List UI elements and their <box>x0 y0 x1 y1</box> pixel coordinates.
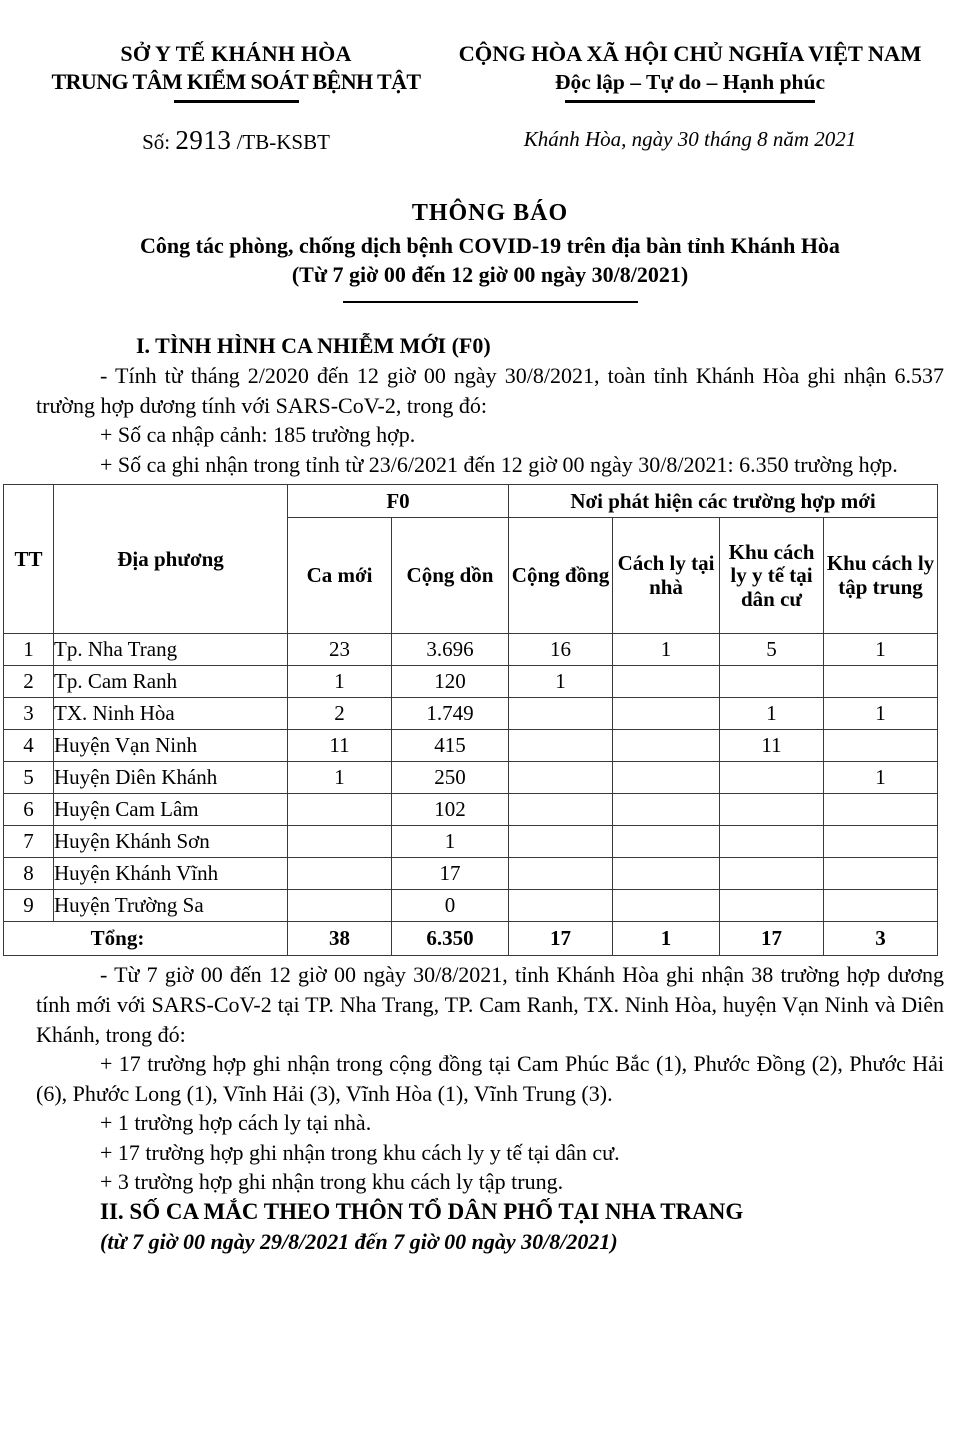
header-cumulative: Cộng dồn <box>392 518 509 634</box>
cell-concentrated-quarantine <box>824 826 938 858</box>
header-community: Cộng đồng <box>509 518 613 634</box>
cell-residential-quarantine <box>720 794 824 826</box>
table-header <box>4 485 938 634</box>
cell-index: 2 <box>4 666 54 698</box>
cell-new-cases <box>288 858 392 890</box>
cell-residential-quarantine <box>720 826 824 858</box>
national-heading-block <box>436 40 944 152</box>
table-row <box>4 890 938 922</box>
cell-community <box>509 698 613 730</box>
cell-home-quarantine <box>613 762 720 794</box>
section-one-paragraph-3: + Số ca ghi nhận trong tỉnh từ 23/6/2021 đến 12 giờ 00 ngày 30/8/2021: 6.350 trường hợp. <box>100 451 898 477</box>
cell-new-cases <box>288 890 392 922</box>
cell-home-quarantine: 1 <box>613 634 720 666</box>
header-place: Địa phương <box>54 485 288 634</box>
total-concentrated: 3 <box>824 922 938 956</box>
total-community: 17 <box>509 922 613 956</box>
header-residential-quarantine: Khu cách ly y tế tại dân cư <box>720 518 824 634</box>
cell-community <box>509 762 613 794</box>
cell-community <box>509 858 613 890</box>
cell-home-quarantine <box>613 858 720 890</box>
table-row <box>4 730 938 762</box>
cell-new-cases: 1 <box>288 666 392 698</box>
section-one-after-paragraph-1: - Từ 7 giờ 00 đến 12 giờ 00 ngày 30/8/2021, tỉnh Khánh Hòa ghi nhận 38 trường hợp dương tính mới với SARS-CoV-2 tại TP. Nha Trang, TP. Cam Ranh, TX. Ninh Hòa, huyện Vạn Ninh và Diên Khánh, trong đó: <box>36 962 944 1047</box>
document-period: (Từ 7 giờ 00 đến 12 giờ 00 ngày 30/8/2021) <box>291 262 689 288</box>
cell-concentrated-quarantine: 1 <box>824 698 938 730</box>
cell-home-quarantine <box>613 730 720 762</box>
header-concentrated-quarantine: Khu cách ly tập trung <box>824 518 938 634</box>
cell-index: 1 <box>4 634 54 666</box>
cell-locality: Huyện Trường Sa <box>54 890 288 922</box>
cell-cumulative: 415 <box>392 730 509 762</box>
cell-new-cases: 2 <box>288 698 392 730</box>
cell-cumulative: 1.749 <box>392 698 509 730</box>
section-one-after-paragraph-2: + 17 trường hợp ghi nhận trong cộng đồng tại Cam Phúc Bắc (1), Phước Đồng (2), Phước Hải (6), Phước Long (1), Vĩnh Hải (3), Vĩnh Hòa (1), Vĩnh Trung (3). <box>36 1051 944 1106</box>
document-number-suffix: /TB-KSBT <box>236 129 330 154</box>
cell-residential-quarantine: 11 <box>720 730 824 762</box>
cell-home-quarantine <box>613 826 720 858</box>
cell-index: 8 <box>4 858 54 890</box>
section-two <box>36 1197 944 1256</box>
table-total-row <box>4 922 938 956</box>
country-name: CỘNG HÒA XÃ HỘI CHỦ NGHĨA VIỆT NAM <box>458 41 922 66</box>
cell-cumulative: 1 <box>392 826 509 858</box>
document-type-title: THÔNG BÁO <box>411 199 569 226</box>
cell-index: 9 <box>4 890 54 922</box>
section-two-heading: II. SỐ CA MẮC THEO THÔN TỔ DÂN PHỐ TẠI NHA TRANG <box>100 1199 744 1225</box>
cell-locality: Huyện Cam Lâm <box>54 794 288 826</box>
place-and-date: Khánh Hòa, ngày 30 tháng 8 năm 2021 <box>523 126 857 151</box>
department-name: SỞ Y TẾ KHÁNH HÒA <box>120 41 352 66</box>
cell-residential-quarantine <box>720 762 824 794</box>
cell-residential-quarantine <box>720 666 824 698</box>
cell-concentrated-quarantine: 1 <box>824 762 938 794</box>
cell-new-cases: 23 <box>288 634 392 666</box>
cell-concentrated-quarantine <box>824 666 938 698</box>
cell-locality: Tp. Cam Ranh <box>54 666 288 698</box>
header-group-detection-place: Nơi phát hiện các trường hợp mới <box>509 485 938 518</box>
total-label: Tổng: <box>4 922 288 956</box>
cell-community <box>509 890 613 922</box>
cell-new-cases: 11 <box>288 730 392 762</box>
cell-cumulative: 120 <box>392 666 509 698</box>
cell-cumulative: 3.696 <box>392 634 509 666</box>
table-row <box>4 858 938 890</box>
cell-residential-quarantine: 5 <box>720 634 824 666</box>
document-number-line <box>36 125 436 156</box>
cell-cumulative: 102 <box>392 794 509 826</box>
cell-cumulative: 250 <box>392 762 509 794</box>
document-subject: Công tác phòng, chống dịch bệnh COVID-19 trên địa bàn tỉnh Khánh Hòa <box>140 232 840 258</box>
total-home: 1 <box>613 922 720 956</box>
letterhead <box>36 0 944 156</box>
section-one-after-paragraph-3: + 1 trường hợp cách ly tại nhà. <box>100 1110 372 1136</box>
cell-community: 1 <box>509 666 613 698</box>
cell-locality: Huyện Vạn Ninh <box>54 730 288 762</box>
letterhead-right-rule <box>565 100 815 103</box>
header-group-f0: F0 <box>288 485 509 518</box>
table-row <box>4 762 938 794</box>
national-motto: Độc lập – Tự do – Hạnh phúc <box>555 70 825 95</box>
cell-index: 4 <box>4 730 54 762</box>
section-one-heading: I. TÌNH HÌNH CA NHIỄM MỚI (F0) <box>136 333 491 359</box>
cell-locality: Tp. Nha Trang <box>54 634 288 666</box>
section-one-continued <box>36 960 944 1197</box>
table-row <box>4 698 938 730</box>
cell-community: 16 <box>509 634 613 666</box>
total-cum: 6.350 <box>392 922 509 956</box>
header-new-cases: Ca mới <box>288 518 392 634</box>
cell-cumulative: 17 <box>392 858 509 890</box>
cell-community <box>509 794 613 826</box>
section-one-after-paragraph-5: + 3 trường hợp ghi nhận trong khu cách ly tập trung. <box>100 1169 564 1195</box>
header-tt: TT <box>4 485 54 634</box>
cell-cumulative: 0 <box>392 890 509 922</box>
title-block <box>36 198 944 304</box>
issuing-authority-block <box>36 40 436 156</box>
cell-community <box>509 730 613 762</box>
cell-home-quarantine <box>613 890 720 922</box>
letterhead-left-rule <box>174 100 299 103</box>
section-one-after-paragraph-4: + 17 trường hợp ghi nhận trong khu cách ly y tế tại dân cư. <box>100 1139 620 1165</box>
title-divider-rule <box>343 301 638 304</box>
cell-residential-quarantine <box>720 890 824 922</box>
table-row <box>4 794 938 826</box>
covid-cases-table <box>3 484 938 956</box>
cell-locality: Huyện Khánh Vĩnh <box>54 858 288 890</box>
cell-concentrated-quarantine: 1 <box>824 634 938 666</box>
cell-home-quarantine <box>613 698 720 730</box>
cell-residential-quarantine: 1 <box>720 698 824 730</box>
cell-new-cases <box>288 794 392 826</box>
table-row <box>4 826 938 858</box>
section-one-paragraph-1: - Tính từ tháng 2/2020 đến 12 giờ 00 ngày 30/8/2021, toàn tỉnh Khánh Hòa ghi nhận 6.537 trường hợp dương tính với SARS-CoV-2, trong đó: <box>36 363 944 418</box>
document-number-prefix: Số: <box>142 129 171 154</box>
header-home-quarantine: Cách ly tại nhà <box>613 518 720 634</box>
table-row <box>4 666 938 698</box>
document-number-value: 2913 <box>175 124 232 155</box>
section-one <box>36 331 944 479</box>
cell-new-cases <box>288 826 392 858</box>
section-two-subheading: (từ 7 giờ 00 ngày 29/8/2021 đến 7 giờ 00 ngày 30/8/2021) <box>100 1229 618 1255</box>
cell-locality: Huyện Diên Khánh <box>54 762 288 794</box>
table-row <box>4 634 938 666</box>
cell-community <box>509 826 613 858</box>
cell-locality: TX. Ninh Hòa <box>54 698 288 730</box>
cell-concentrated-quarantine <box>824 858 938 890</box>
table-body <box>4 634 938 956</box>
cell-home-quarantine <box>613 794 720 826</box>
cell-index: 3 <box>4 698 54 730</box>
cell-home-quarantine <box>613 666 720 698</box>
cell-new-cases: 1 <box>288 762 392 794</box>
cell-concentrated-quarantine <box>824 794 938 826</box>
cell-locality: Huyện Khánh Sơn <box>54 826 288 858</box>
total-new: 38 <box>288 922 392 956</box>
cell-index: 6 <box>4 794 54 826</box>
cell-concentrated-quarantine <box>824 730 938 762</box>
center-name: TRUNG TÂM KIỂM SOÁT BỆNH TẬT <box>51 68 421 94</box>
section-one-paragraph-2: + Số ca nhập cảnh: 185 trường hợp. <box>100 422 416 448</box>
cell-index: 5 <box>4 762 54 794</box>
cell-index: 7 <box>4 826 54 858</box>
cell-concentrated-quarantine <box>824 890 938 922</box>
cell-residential-quarantine <box>720 858 824 890</box>
total-residential: 17 <box>720 922 824 956</box>
